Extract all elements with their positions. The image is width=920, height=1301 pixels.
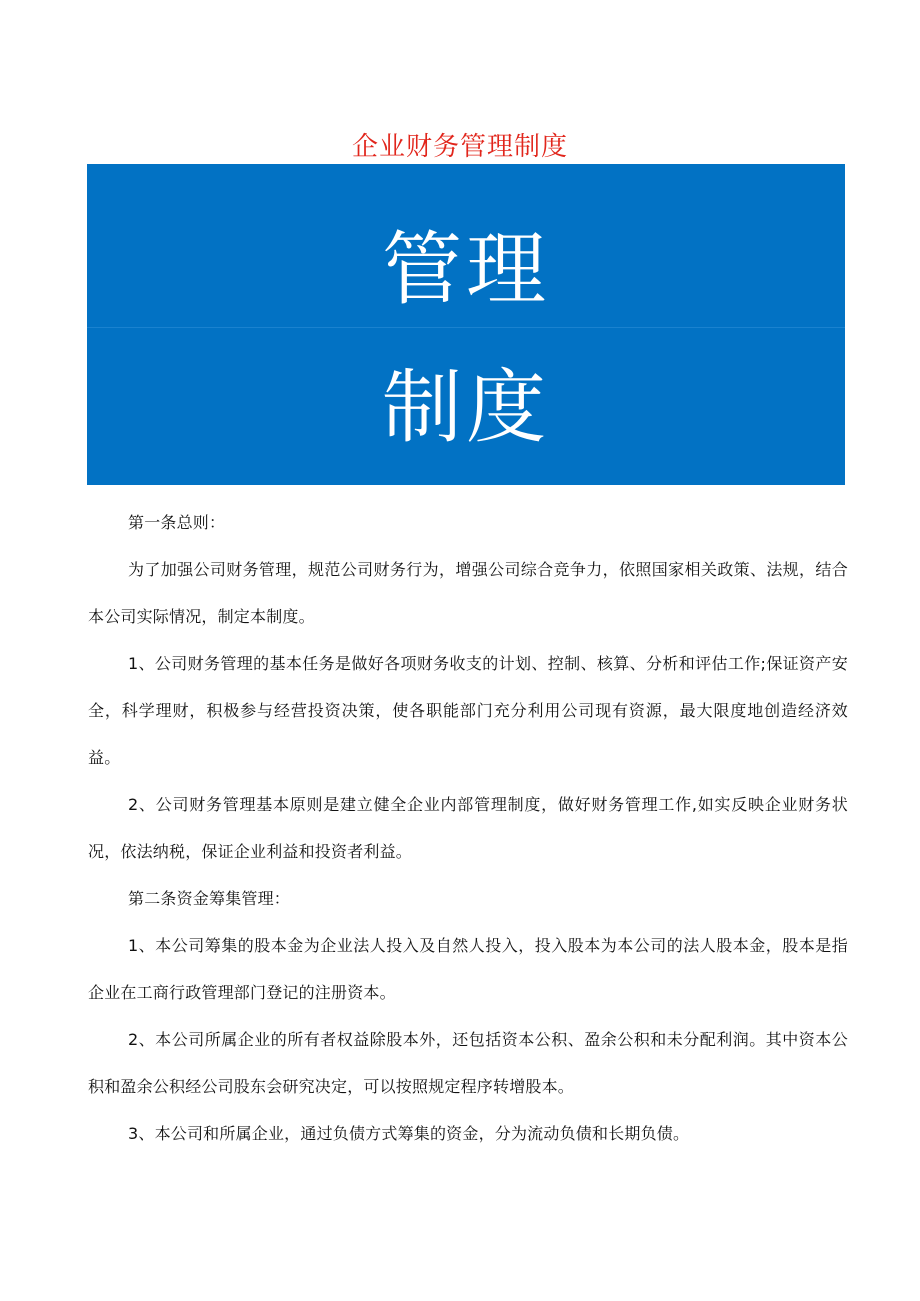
section-heading-general: 第一条总则：: [128, 513, 226, 532]
paragraph: 3、本公司和所属企业，通过负债方式筹集的资金，分为流动负债和长期负债。: [128, 1124, 690, 1143]
paragraph: 1、本公司筹集的股本金为企业法人投入及自然人投入，投入股本为本公司的法人股本金，股本是指企业在工商行政管理部门登记的注册资本。: [88, 936, 848, 1002]
title-banner: [87, 164, 845, 485]
paragraph: 1、公司财务管理的基本任务是做好各项财务收支的计划、控制、核算、分析和评估工作;保证资产安全，科学理财，积极参与经营投资决策，使各职能部门充分利用公司现有资源，最大限度地创造经济效益。: [88, 654, 848, 767]
paragraph: 为了加强公司财务管理，规范公司财务行为，增强公司综合竞争力，依照国家相关政策、法规，结合本公司实际情况，制定本制度。: [88, 560, 848, 626]
section-heading-funding: 第二条资金筹集管理：: [128, 889, 291, 908]
banner-line-2: 制度: [382, 361, 550, 454]
document-body: [88, 499, 848, 1157]
document-title: 企业财务管理制度: [351, 132, 568, 162]
paragraph: 2、本公司所属企业的所有者权益除股本外，还包括资本公积、盈余公积和未分配利润。其中资本公积和盈余公积经公司股东会研究决定，可以按照规定程序转增股本。: [88, 1030, 848, 1096]
banner-divider: [87, 327, 845, 328]
banner-line-1: 管理: [382, 223, 550, 316]
paragraph: 2、公司财务管理基本原则是建立健全企业内部管理制度，做好财务管理工作,如实反映企业财务状况，依法纳税，保证企业利益和投资者利益。: [88, 795, 848, 861]
